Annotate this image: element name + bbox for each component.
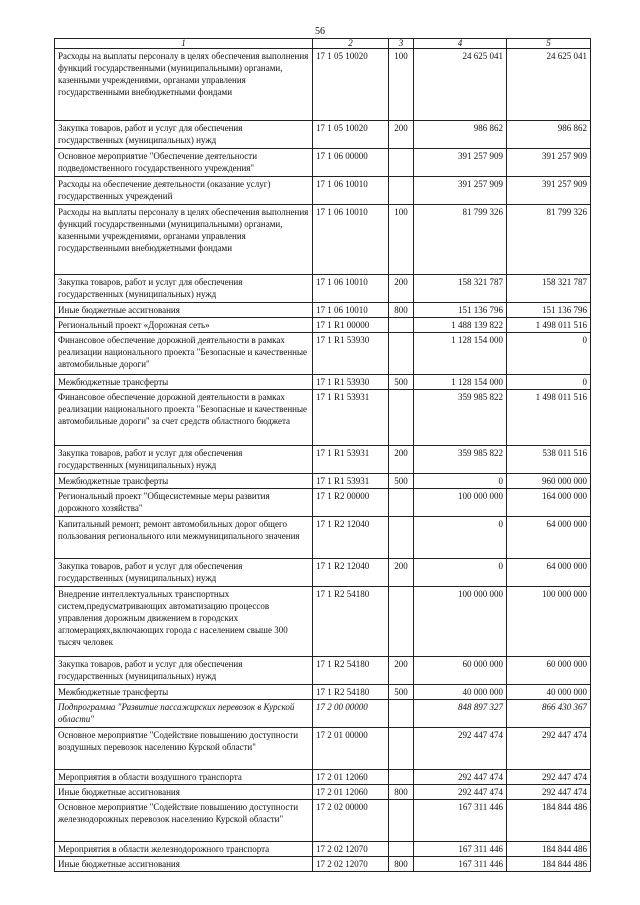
page-number: 56 [315,26,325,37]
row-amount-1-cell: 100 000 000 [414,587,507,657]
row-vr-cell [389,770,414,785]
table-row [55,318,591,333]
table-row [55,275,591,303]
row-vr-cell: 100 [389,49,414,121]
row-vr-cell: 500 [389,474,414,489]
row-name-cell: Основное мероприятие "Содействие повышению доступности железнодорожных перевозок населению Курской области" [55,800,313,842]
row-name-cell: Межбюджетные трансферты [55,474,313,489]
row-code-cell: 17 2 01 00000 [313,728,389,770]
row-amount-2-cell: 151 136 796 [507,303,591,318]
row-amount-1-cell: 100 000 000 [414,489,507,517]
row-amount-1-cell: 167 311 446 [414,857,507,872]
table-row [55,446,591,474]
row-amount-2-cell: 81 799 326 [507,205,591,275]
row-amount-1-cell: 292 447 474 [414,728,507,770]
row-name-cell: Закупка товаров, работ и услуг для обеспечения государственных (муниципальных) нужд [55,657,313,685]
row-amount-2-cell: 292 447 474 [507,785,591,800]
row-code-cell: 17 2 01 12060 [313,785,389,800]
header-col-2: 2 [313,39,389,49]
row-amount-1-cell: 0 [414,517,507,559]
column-number-header [55,39,591,49]
row-code-cell: 17 1 06 10010 [313,303,389,318]
table-row [55,728,591,770]
row-name-cell: Иные бюджетные ассигнования [55,785,313,800]
row-amount-2-cell: 184 844 486 [507,842,591,857]
row-amount-2-cell: 0 [507,333,591,375]
row-code-cell: 17 1 06 10010 [313,275,389,303]
row-amount-1-cell: 151 136 796 [414,303,507,318]
row-amount-1-cell: 0 [414,559,507,587]
row-name-cell: Иные бюджетные ассигнования [55,303,313,318]
row-amount-2-cell: 64 000 000 [507,517,591,559]
table-row [55,303,591,318]
row-vr-cell [389,587,414,657]
row-amount-2-cell: 292 447 474 [507,728,591,770]
row-amount-1-cell: 359 985 822 [414,390,507,446]
budget-table-body [55,39,591,872]
row-amount-1-cell: 40 000 000 [414,685,507,700]
row-amount-2-cell: 184 844 486 [507,800,591,842]
row-amount-1-cell: 81 799 326 [414,205,507,275]
header-col-1: 1 [55,39,313,49]
row-amount-1-cell: 391 257 909 [414,149,507,177]
row-amount-2-cell: 158 321 787 [507,275,591,303]
row-code-cell: 17 1 R2 12040 [313,559,389,587]
row-code-cell: 17 1 R2 12040 [313,517,389,559]
row-name-cell: Финансовое обеспечение дорожной деятельности в рамках реализации национального проекта "Безопасные и качественные автомобильные дороги" за счет средств областного бюджета [55,390,313,446]
row-code-cell: 17 2 02 12070 [313,842,389,857]
row-name-cell: Закупка товаров, работ и услуг для обеспечения государственных (муниципальных) нужд [55,121,313,149]
row-vr-cell: 200 [389,657,414,685]
row-amount-1-cell: 60 000 000 [414,657,507,685]
table-row [55,800,591,842]
table-row [55,559,591,587]
header-col-5: 5 [507,39,591,49]
row-vr-cell: 800 [389,785,414,800]
table-row [55,700,591,728]
row-code-cell: 17 1 R2 54180 [313,685,389,700]
row-code-cell: 17 1 R1 53931 [313,390,389,446]
row-code-cell: 17 2 01 12060 [313,770,389,785]
row-code-cell: 17 1 06 10010 [313,177,389,205]
row-amount-2-cell: 391 257 909 [507,149,591,177]
row-vr-cell: 500 [389,375,414,390]
row-amount-1-cell: 158 321 787 [414,275,507,303]
row-amount-2-cell: 24 625 041 [507,49,591,121]
row-vr-cell: 200 [389,121,414,149]
row-vr-cell [389,333,414,375]
row-code-cell: 17 1 R1 53930 [313,375,389,390]
row-vr-cell: 800 [389,857,414,872]
budget-table [54,38,591,872]
row-vr-cell [389,700,414,728]
row-vr-cell: 200 [389,559,414,587]
row-vr-cell [389,728,414,770]
row-code-cell: 17 2 02 00000 [313,800,389,842]
row-name-cell: Расходы на выплаты персоналу в целях обеспечения выполнения функций государственными (муниципальными) органами, казенными учреждениями, органами управления государственными внебюджетными фондами [55,49,313,121]
row-name-cell: Закупка товаров, работ и услуг для обеспечения государственных (муниципальных) нужд [55,559,313,587]
row-vr-cell [389,149,414,177]
table-row [55,121,591,149]
row-vr-cell: 100 [389,205,414,275]
row-amount-1-cell: 1 488 139 822 [414,318,507,333]
row-name-cell: Иные бюджетные ассигнования [55,857,313,872]
row-code-cell: 17 1 06 10010 [313,205,389,275]
row-code-cell: 17 1 R2 54180 [313,587,389,657]
table-row [55,390,591,446]
row-amount-1-cell: 0 [414,474,507,489]
table-row [55,333,591,375]
row-amount-2-cell: 60 000 000 [507,657,591,685]
header-col-3: 3 [389,39,414,49]
row-amount-2-cell: 866 430 367 [507,700,591,728]
row-amount-2-cell: 0 [507,375,591,390]
row-code-cell: 17 1 R1 53931 [313,474,389,489]
row-amount-1-cell: 292 447 474 [414,770,507,785]
row-amount-2-cell: 1 498 011 516 [507,318,591,333]
row-name-cell: Подпрограмма "Развитие пассажирских перевозок в Курской области" [55,700,313,728]
row-amount-1-cell: 1 128 154 000 [414,333,507,375]
row-name-cell: Расходы на обеспечение деятельности (оказание услуг) государственных учреждений [55,177,313,205]
row-amount-1-cell: 391 257 909 [414,177,507,205]
row-vr-cell [389,318,414,333]
row-name-cell: Основное мероприятие "Содействие повышению доступности воздушных перевозок населению Курской области" [55,728,313,770]
header-col-4: 4 [414,39,507,49]
row-name-cell: Внедрение интеллектуальных транспортных систем,предусматривающих автоматизацию процессов управления дорожным движением в городских агломерациях,включающих города с населением свыше 300 тысяч человек [55,587,313,657]
row-code-cell: 17 2 00 00000 [313,700,389,728]
row-vr-cell [389,800,414,842]
row-amount-1-cell: 848 897 327 [414,700,507,728]
row-name-cell: Финансовое обеспечение дорожной деятельности в рамках реализации национального проекта "Безопасные и качественные автомобильные дороги" [55,333,313,375]
row-vr-cell [389,489,414,517]
table-row [55,49,591,121]
row-name-cell: Закупка товаров, работ и услуг для обеспечения государственных (муниципальных) нужд [55,446,313,474]
table-row [55,587,591,657]
table-row [55,205,591,275]
table-row [55,177,591,205]
row-name-cell: Основное мероприятие "Обеспечение деятельности подведомственного государственного учреждения" [55,149,313,177]
row-vr-cell [389,177,414,205]
row-amount-1-cell: 167 311 446 [414,800,507,842]
row-vr-cell: 200 [389,275,414,303]
row-amount-1-cell: 986 862 [414,121,507,149]
row-amount-2-cell: 1 498 011 516 [507,390,591,446]
row-name-cell: Мероприятия в области воздушного транспорта [55,770,313,785]
row-name-cell: Закупка товаров, работ и услуг для обеспечения государственных (муниципальных) нужд [55,275,313,303]
row-amount-1-cell: 292 447 474 [414,785,507,800]
row-name-cell: Региональный проект «Дорожная сеть» [55,318,313,333]
table-row [55,657,591,685]
table-row [55,375,591,390]
row-amount-2-cell: 986 862 [507,121,591,149]
row-code-cell: 17 1 05 10020 [313,121,389,149]
row-amount-2-cell: 538 011 516 [507,446,591,474]
table-row [55,770,591,785]
row-name-cell: Межбюджетные трансферты [55,685,313,700]
row-name-cell: Межбюджетные трансферты [55,375,313,390]
row-name-cell: Расходы на выплаты персоналу в целях обеспечения выполнения функций государственными (муниципальными) органами, казенными учреждениями, органами управления государственными внебюджетными фондами [55,205,313,275]
row-name-cell: Капитальный ремонт, ремонт автомобильных дорог общего пользования регионального или межмуниципального значения [55,517,313,559]
row-code-cell: 17 1 05 10020 [313,49,389,121]
row-name-cell: Мероприятия в области железнодорожного транспорта [55,842,313,857]
row-code-cell: 17 1 R1 00000 [313,318,389,333]
row-amount-2-cell: 184 844 486 [507,857,591,872]
table-row [55,785,591,800]
row-amount-1-cell: 359 985 822 [414,446,507,474]
row-amount-1-cell: 1 128 154 000 [414,375,507,390]
row-name-cell: Региональный проект "Общесистемные меры развития дорожного хозяйства" [55,489,313,517]
row-amount-2-cell: 100 000 000 [507,587,591,657]
row-vr-cell: 200 [389,446,414,474]
row-amount-2-cell: 40 000 000 [507,685,591,700]
row-code-cell: 17 1 R1 53931 [313,446,389,474]
table-row [55,149,591,177]
row-amount-2-cell: 391 257 909 [507,177,591,205]
table-row [55,685,591,700]
row-amount-2-cell: 164 000 000 [507,489,591,517]
row-code-cell: 17 1 R1 53930 [313,333,389,375]
row-vr-cell [389,842,414,857]
row-code-cell: 17 2 02 12070 [313,857,389,872]
row-code-cell: 17 1 06 00000 [313,149,389,177]
row-vr-cell: 800 [389,303,414,318]
row-vr-cell: 500 [389,685,414,700]
table-row [55,474,591,489]
row-code-cell: 17 1 R2 54180 [313,657,389,685]
row-amount-1-cell: 167 311 446 [414,842,507,857]
row-vr-cell [389,517,414,559]
row-amount-1-cell: 24 625 041 [414,49,507,121]
row-amount-2-cell: 64 000 000 [507,559,591,587]
row-vr-cell [389,390,414,446]
table-row [55,517,591,559]
row-amount-2-cell: 292 447 474 [507,770,591,785]
table-row [55,489,591,517]
table-row [55,842,591,857]
row-code-cell: 17 1 R2 00000 [313,489,389,517]
table-row [55,857,591,872]
row-amount-2-cell: 960 000 000 [507,474,591,489]
